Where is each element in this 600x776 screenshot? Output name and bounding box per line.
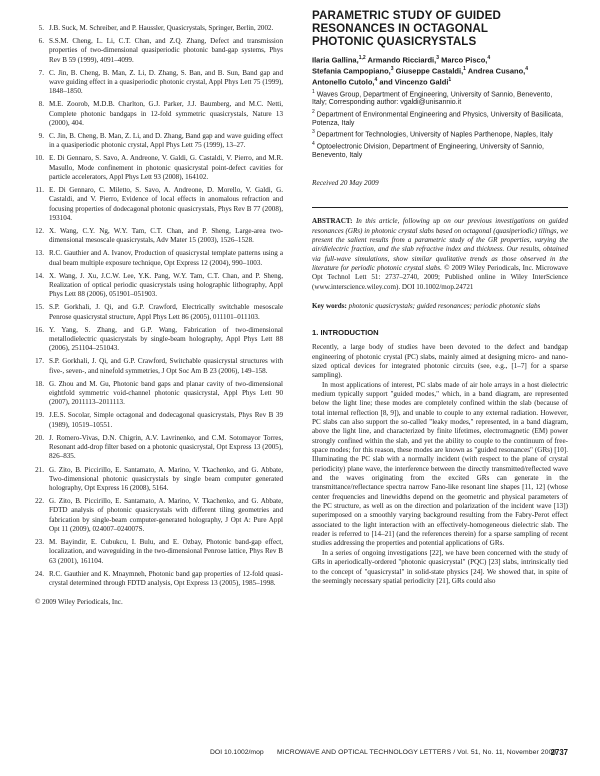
- reference-number: 5.: [38, 24, 44, 32]
- reference-number: 17.: [35, 357, 44, 366]
- reference-text: S.P. Gorkhali, J. Qi, and G.P. Crawford, Switchable quasicrystal structures with five-, seven-, and ninefold symmetries, J Opt Soc Am B 23 (2006), 149–158.: [49, 357, 283, 375]
- abstract-label: ABSTRACT:: [312, 217, 353, 226]
- reference-text: M.E. Zoorob, M.D.B. Charlton, G.J. Parker, J.J. Baumberg, and M.C. Netti, Complete photonic bandgaps in 12-fold symmetric quasicrystals, Nature 13 (2000), 404.: [49, 100, 283, 127]
- reference-item: [35, 24, 283, 33]
- reference-item: [35, 497, 283, 534]
- affiliation-item: [312, 88, 568, 108]
- author-affiliation-mark: 3: [390, 66, 394, 73]
- reference-number: 19.: [35, 411, 44, 420]
- author-affiliation-mark: 1: [463, 66, 466, 73]
- reference-list: [35, 24, 283, 588]
- reference-text: J.E.S. Socolar, Simple octagonal and dodecagonal quasicrystals, Phys Rev B 39 (1989), 10519–10551.: [49, 411, 283, 429]
- reference-number: 16.: [35, 325, 44, 334]
- footer-journal: MICROWAVE AND OPTICAL TECHNOLOGY LETTERS / Vol. 51, No. 11, November 2009: [277, 749, 557, 756]
- affiliation-item: [312, 128, 568, 140]
- affiliation-mark: 4: [312, 140, 315, 147]
- keywords-label: Key words:: [312, 302, 347, 311]
- affiliation-item: [312, 108, 568, 128]
- reference-number: 15.: [35, 303, 44, 312]
- page-footer: [35, 749, 568, 759]
- reference-text: G. Zito, B. Piccirillo, E. Santamato, A. Marino, V. Tkachenko, and G. Abbate, Two-dimensional photonic quasicrystals by single beam computer generated holography, Opt Express 16 (2008), 5164.: [49, 465, 283, 492]
- author-affiliation-mark: 1: [448, 76, 452, 83]
- author-name: Antonello Cutolo,: [312, 77, 375, 87]
- keywords-text: photonic quasicrystals; guided resonances; periodic photonic slabs: [346, 302, 541, 311]
- reference-item: [35, 69, 283, 97]
- reference-item: [35, 303, 283, 322]
- reference-text: Y. Yang, S. Zhang, and G.P. Wang, Fabrication of two-dimensional metallodielectric quasicrystals by single-beam holography, Appl Phys Lett 88 (2006), 251104–251043.: [49, 325, 283, 353]
- reference-item: [35, 357, 283, 376]
- reference-number: 22.: [35, 497, 44, 506]
- reference-text: G. Zito, B. Piccirillo, E. Santamato, A. Marino, V. Tkachenko, and G. Abbate, FDTD analysis of photonic quasicrystals with different tiling geometries and fabrication by single-beam computer-generated holography, J Opt A: Pure Appl Opt 11 (2009), 024007–024007S.: [49, 497, 283, 533]
- article-column: [312, 10, 568, 586]
- reference-item: [35, 132, 283, 151]
- reference-number: 23.: [35, 538, 44, 547]
- reference-number: 20.: [35, 433, 44, 442]
- reference-number: 6.: [38, 37, 44, 46]
- affiliation-mark: 2: [312, 108, 315, 115]
- divider: [312, 207, 568, 208]
- reference-number: 18.: [35, 379, 44, 388]
- intro-paragraph: In most applications of interest, PC slabs made of air hole arrays in a host dielectric medium typically support "guided modes," which, in a band diagram, are represented below the light line; these modes are completely confined within the slab (because of total internal reflection [8, 9]), and unable to couple to any external radiation. However, PC slabs can also support the so-called "leaky modes," represented, in a band diagram, above the light line, and characterized by finite lifetimes, electromagnetic (EM) power strongly confined within the slab, and yet the ability to couple to the continuum of free-space modes; for this reason, these modes are known as "guided resonances" (GRs) [10]. Illuminating the PC slab with a normally incident (with respect to the plane of crystal periodicity) plane wave, the interference between the directly transmitted/reflected wave and the waves originating from the excited GRs can generate in the transmittance/reflectance spectra narrow Fano-like resonant line shapes [11, 12] (whose center frequencies and linewidths depend on the geometric and physical parameters of the PC structure, as well as on the direction and polarization of the incident wave [13]) superimposed on a smoothly varying background resulting from the Fabry-Perot effect associated to the light interaction with an effectively-homogeneous dielectric slab. The reader is referred to [14–21] (and the references therein) for a sparse sampling of recent studies addressing the properties and potential applications of GRs.: [312, 380, 568, 548]
- reference-text: C. Jin, B. Cheng, B. Man, Z. Li, and D. Zhang, Band gap and wave guiding effect in a quasiperiodic photonic crystal, Appl Phys Lett 75 (1999), 13–27.: [49, 132, 283, 150]
- reference-item: [35, 434, 283, 462]
- reference-text: S.S.M. Cheng, L. Li, C.T. Chan, and Z.Q. Zhang, Defect and transmission properties of two-dimensional quasiperiodic photonic band-gap systems, Phys Rev B 59 (1999), 4091–4099.: [49, 37, 283, 64]
- author-name: Stefania Campopiano,: [312, 66, 391, 76]
- reference-text: J. Romero-Vivas, D.N. Chigrin, A.V. Lavrinenko, and C.M. Sotomayor Torres, Resonant add-drop filter based on a photonic quasicrystal, Opt Express 13 (2005), 826–835.: [49, 433, 283, 461]
- reference-item: [35, 326, 283, 354]
- affiliation-text: Optoelectronic Division, Department of Engineering, University of Sannio, Benevento, Italy: [312, 143, 544, 159]
- author-name: Armando Ricciardi,: [365, 55, 437, 65]
- introduction-body: [312, 343, 568, 586]
- author-name: Ilaria Gallina,: [312, 55, 359, 65]
- reference-text: G. Zhou and M. Gu, Photonic band gaps and planar cavity of two-dimensional eightfold symmetric void-channel photonic quasicrystal, Appl Phys Lett 90 (2007), 2011113–2011113.: [49, 379, 283, 407]
- reference-item: [35, 227, 283, 246]
- reference-item: [35, 411, 283, 430]
- reference-item: [35, 186, 283, 223]
- author-line: [312, 76, 568, 87]
- reference-number: 13.: [35, 249, 44, 258]
- keywords: [312, 302, 568, 311]
- author-affiliation-mark: 1,2: [358, 55, 366, 62]
- reference-number: 9.: [38, 132, 44, 141]
- reference-text: X. Wang, J. Xu, J.C.W. Lee, Y.K. Pang, W.Y. Tam, C.T. Chan, and P. Sheng, Realization of optical periodic quasicrystals using holographic lithography, Appl Phys Lett 88 (2006), 051901–051903.: [49, 271, 283, 299]
- reference-item: [35, 538, 283, 566]
- reference-item: [35, 154, 283, 182]
- affiliation-mark: 1: [312, 88, 315, 95]
- reference-text: X. Wang, C.Y. Ng, W.Y. Tam, C.T. Chan, and P. Sheng, Large-area two-dimensional mesoscale quasicrystals, Adv Mater 15 (2003), 1526–1528.: [49, 226, 283, 245]
- reference-text: S.P. Gorkhali, J. Qi, and G.P. Crawford, Electrically switchable mesoscale Penrose quasicrystal structure, Appl Phys Lett 86 (2005), 011101–011103.: [49, 303, 283, 321]
- reference-item: [35, 570, 283, 589]
- author-name: Giuseppe Castaldi,: [393, 66, 464, 76]
- section-heading: 1. INTRODUCTION: [312, 328, 379, 338]
- title-line-2: RESONANCES IN OCTAGONAL: [312, 21, 488, 35]
- reference-number: 10.: [35, 154, 44, 163]
- intro-paragraph: In a series of ongoing investigations [22], we have been concerned with the study of GRs in aperiodically-ordered "photonic quasicrystal" (PQC) [23] slabs, intrinsically tied to the concept of "quasicrystal" in solid-state physics [24]. We showed that, in spite of the seemingly necessary spatial periodicity [21], GRs could also: [312, 548, 568, 585]
- author-affiliation-mark: 4: [487, 55, 491, 62]
- reference-item: [35, 272, 283, 300]
- reference-number: 8.: [38, 100, 44, 109]
- title-line-3: PHOTONIC QUASICRYSTALS: [312, 34, 477, 48]
- affiliation-text: Department for Technologies, University of Naples Parthenope, Naples, Italy: [314, 131, 553, 139]
- affiliation-mark: 3: [312, 129, 315, 136]
- author-line: [312, 65, 568, 76]
- reference-text: E. Di Gennaro, S. Savo, A. Andreone, V. Galdi, G. Castaldi, V. Pierro, and M.R. Masullo, Mode confinement in photonic quasicrystal point-defect cavities for particle accelerators, Appl Phys Lett 93 (2008), 164102.: [49, 154, 283, 181]
- copyright-notice: © 2009 Wiley Periodicals, Inc.: [35, 598, 123, 607]
- author-affiliation-mark: 3: [436, 55, 440, 62]
- affiliation-item: [312, 140, 568, 160]
- author-list: [312, 54, 568, 86]
- reference-text: C. Jin, B. Cheng, B. Man, Z. Li, D. Zhang, S. Ban, and B. Sun, Band gap and wave guiding effect in a quasiperiodic photonic crystal, Appl Phys Lett 75 (1999), 1848–1850.: [49, 68, 283, 96]
- affiliation-text: Department of Environmental Engineering and Physics, University of Basilicata, Potenza, Italy: [312, 111, 564, 127]
- reference-item: [35, 380, 283, 408]
- reference-number: 7.: [38, 68, 44, 77]
- reference-text: R.C. Gauthier and A. Ivanov, Production of quasicrystal template patterns using a dual beam multiple exposure technique, Opt Express 12 (2004), 990–1003.: [49, 249, 283, 267]
- reference-text: R.C. Gauthier and K. Mnaymneh, Photonic band gap properties of 12-fold quasi-crystal determined through FDTD analysis, Opt Express 13 (2005), 1985–1998.: [49, 569, 283, 587]
- title-line-1: PARAMETRIC STUDY OF GUIDED: [312, 9, 501, 22]
- reference-item: [35, 249, 283, 268]
- reference-item: [35, 100, 283, 128]
- author-affiliation-mark: 4: [525, 66, 529, 73]
- reference-number: 12.: [35, 226, 44, 235]
- author-line: [312, 54, 568, 65]
- reference-item: [35, 466, 283, 494]
- affiliation-list: [312, 88, 568, 161]
- abstract-text: In this article, following up on our previous investigations on guided resonances (GRs) in photonic crystal slabs based on octagonal (quasiperiodic) tilings, we present the salient results from a parametric study of the GR properties, varying the air/dielectric fraction, and the slab refractive index and thickness. Our results, obtained via full-wave simulations, show similar qualitative trends as those observed in the literature for periodic photonic crystal slabs.: [312, 217, 568, 273]
- author-name: and Vincenzo Galdi: [377, 77, 449, 87]
- page-number: 2737: [550, 748, 568, 757]
- reference-number: 11.: [35, 186, 44, 195]
- abstract: [312, 217, 568, 292]
- reference-number: 21.: [35, 465, 44, 474]
- author-name: Marco Pisco,: [439, 55, 488, 65]
- references-column: [35, 24, 283, 606]
- paper-title: [312, 10, 568, 48]
- reference-text: M. Bayindir, E. Cubukcu, I. Bulu, and E. Ozbay, Photonic band-gap effect, localization, and waveguiding in the two-dimensional Penrose lattice, Phys Rev B 63 (2001), 161104.: [49, 538, 283, 565]
- footer-doi: DOI 10.1002/mop: [210, 749, 264, 756]
- reference-number: 14.: [35, 271, 44, 280]
- reference-text: E. Di Gennaro, C. Miletto, S. Savo, A. Andreone, D. Morello, V. Galdi, G. Castaldi, and V. Pierro, Evidence of local effects in anomalous refraction and focusing properties of dodecagonal photonic quasicrystals, Phys Rev B 77 (2008), 193104.: [49, 186, 283, 222]
- abstract-citation: © 2009 Wiley Periodicals, Inc. Microwave Opt Technol Lett 51: 2737–2740, 2009; Published online in Wiley InterScience (www.interscience.wiley.com). DOI 10.1002/mop.24721: [312, 264, 568, 291]
- reference-text: J.B. Suck, M. Schreiber, and P. Haussler, Quasicrystals, Springer, Berlin, 2002.: [49, 24, 274, 32]
- author-affiliation-mark: 4: [374, 76, 378, 83]
- received-date: Received 20 May 2009: [312, 178, 379, 188]
- reference-number: 24.: [35, 569, 44, 578]
- author-name: Andrea Cusano,: [465, 66, 526, 76]
- intro-paragraph: Recently, a large body of studies have been devoted to the defect and bandgap engineering of photonic crystal (PC) slabs, mainly aimed at designing micro- and nano-sized optical devices for integrated photonic circuits (see, e.g., [1–7] for a sparse sampling).: [312, 343, 568, 380]
- affiliation-text: Waves Group, Department of Engineering, University of Sannio, Benevento, Italy; Corresponding author: vgaldi@unisannio.it: [312, 90, 553, 107]
- reference-item: [35, 37, 283, 65]
